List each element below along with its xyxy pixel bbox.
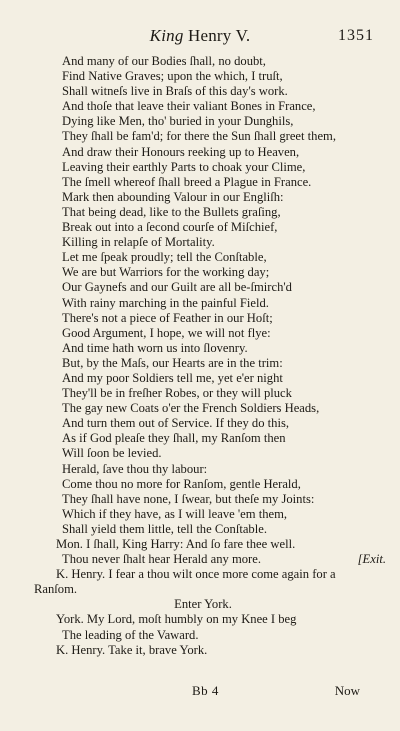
text-line-content: And time hath worn us into ſlovenry. [62,340,248,355]
text-line-content: Thou never ſhalt hear Herald any more. [62,552,261,567]
text-line [48,205,378,220]
text-line-content: Leaving their earthly Parts to choak your Clime, [62,159,306,174]
text-line [48,462,378,477]
page-footer [0,683,400,701]
text-line [48,84,378,99]
page-header [0,26,400,46]
text-line-content: Good Argument, I hope, we will not flye: [62,325,271,340]
text-line [48,175,378,190]
play-text [34,54,386,658]
text-line [48,326,378,341]
text-line [48,69,378,84]
text-line [48,567,378,582]
text-line [48,552,386,567]
text-line [48,114,378,129]
text-line-content: Come thou no more for Ranſom, gentle Herald, [62,476,301,491]
text-line-content: Which if they have, as I will leave 'em them, [62,506,288,521]
text-line-content: Find Native Graves; upon the which, I truſt, [62,69,283,84]
text-line-content: Our Gaynefs and our Guilt are all be-ſmirch'd [62,280,292,295]
text-line-content: There's not a piece of Feather in our Hoſt; [62,310,273,325]
text-line [48,492,378,507]
text-line-content: But, by the Maſs, our Hearts are in the trim: [62,355,283,370]
text-line [48,99,378,114]
text-line [48,643,378,658]
text-line [48,431,378,446]
text-line [48,341,378,356]
text-line [48,477,378,492]
text-line-content: The ſmell whereof ſhall breed a Plague in France. [62,174,312,189]
stage-direction-exit: [Exit. [357,552,386,567]
text-line-content: Shall witneſs live in Braſs of this day's work. [62,84,288,99]
text-line [48,296,378,311]
page-number: 1351 [338,27,374,44]
text-line-content: The leading of the Vaward. [62,627,199,642]
text-line-content: Break out into a ſecond courſe of Miſchief, [62,220,278,235]
text-line [48,220,378,235]
text-line-content: The gay new Coats o'er the French Soldiers Heads, [62,401,320,416]
catchword: Now [334,683,360,698]
text-line-content: They ſhall have none, I ſwear, but theſe my Joints: [62,491,315,506]
text-line-content: With rainy marching in the painful Field. [62,295,269,310]
text-line-content: As if God pleaſe they ſhall, my Ranſom then [62,431,286,446]
text-line [34,582,378,597]
text-line-content: Mon. I ſhall, King Harry: And ſo fare thee well. [56,537,296,551]
text-line [48,537,378,552]
text-line-content: K. Henry. I fear a thou wilt once more come again for a [56,567,336,582]
text-line [48,280,378,295]
text-line-content: Killing in relapſe of Mortality. [62,235,215,250]
text-line-content: K. Henry. Take it, brave York. [56,642,208,657]
text-line-content: Enter York. [174,597,232,612]
text-line [48,386,378,401]
text-line [48,628,378,643]
text-line-content: Mark then abounding Valour in our Engliſh: [62,189,284,204]
text-line-content: And turn them out of Service. If they do this, [62,416,289,431]
text-line [48,401,378,416]
text-line-content: Will ſoon be levied. [62,446,162,461]
text-line [48,250,378,265]
text-line-content: York. My Lord, moſt humbly on my Knee I beg [56,612,297,627]
text-line-content: And thoſe that leave their valiant Bones in France, [62,99,316,114]
text-line-content: Let me ſpeak proudly; tell the Conſtable, [62,250,267,265]
text-line [48,522,378,537]
text-line-content: We are but Warriors for the working day; [62,265,270,280]
running-title-italic: King [149,26,184,45]
text-line-content: And draw their Honours reeking up to Heaven, [62,144,300,159]
text-line-content: They'll be in freſher Robes, or they will pluck [62,386,292,401]
text-line [48,612,378,627]
text-line-content: And my poor Soldiers tell me, yet e'er night [62,370,283,385]
text-line-content: Shall yield them little, tell the Conſtable. [62,521,267,536]
text-line-content: Dying like Men, tho' buried in your Dunghils, [62,114,294,129]
text-line-content: They ſhall be fam'd; for there the Sun ſhall greet them, [62,129,336,144]
running-title-rest: Henry V. [183,26,251,45]
text-line-content: Ranſom. [34,582,78,597]
text-line [48,54,378,69]
text-line [48,597,378,612]
text-line [48,311,378,326]
text-line [48,356,378,371]
text-line-content: That being dead, like to the Bullets graſing, [62,204,281,219]
text-line [48,507,378,522]
text-line [48,446,378,461]
text-line [48,129,378,144]
text-line [48,235,378,250]
text-line [48,145,378,160]
text-line [48,190,378,205]
text-line [48,160,378,175]
signature-mark: Bb 4 [192,683,219,698]
text-line [48,371,378,386]
text-line [48,265,378,280]
text-line-content: Herald, ſave thou thy labour: [62,461,208,476]
text-line [48,416,378,431]
text-line-content: And many of our Bodies ſhall, no doubt, [62,54,266,68]
